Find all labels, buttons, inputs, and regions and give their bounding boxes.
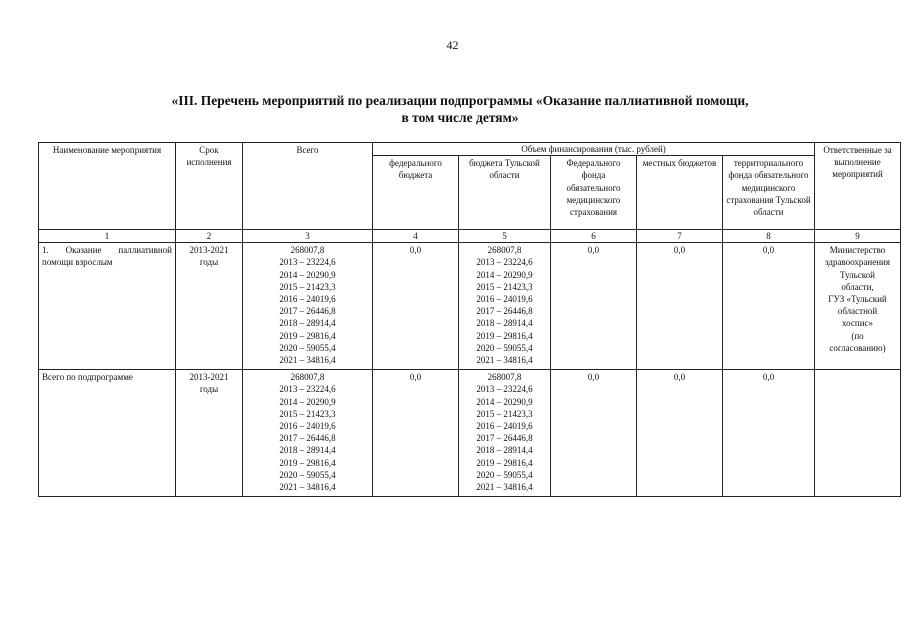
amount-line: 2018 – 28914,4 xyxy=(279,318,336,329)
column-number: 5 xyxy=(459,230,551,243)
column-numbers-row xyxy=(39,230,901,243)
activity-term xyxy=(176,370,243,497)
amount-line: 2020 – 59055,4 xyxy=(279,342,336,353)
responsible-line: согласованию) xyxy=(829,342,886,353)
header-row-1 xyxy=(39,143,901,156)
header-territorial-fund: территориального фонда обязательного медицинского страхования Тульской области xyxy=(723,156,815,230)
term-years: 2013-2021 xyxy=(189,372,229,383)
total-amounts xyxy=(243,243,373,370)
amount-line: 2013 – 23224,6 xyxy=(279,384,336,395)
amount-line: 2020 – 59055,4 xyxy=(476,469,533,480)
regional-budget-amounts xyxy=(459,370,551,497)
column-number: 3 xyxy=(243,230,373,243)
amount-line: 2013 – 23224,6 xyxy=(279,257,336,268)
amount-line: 2017 – 26446,8 xyxy=(476,306,533,317)
title-line-2: в том числе детям» xyxy=(401,110,519,125)
column-number: 7 xyxy=(637,230,723,243)
amount-line: 2018 – 28914,4 xyxy=(279,445,336,456)
column-number: 9 xyxy=(815,230,901,243)
responsible-line: Тульской xyxy=(840,269,875,280)
amount-line: 2019 – 29816,4 xyxy=(476,457,533,468)
activity-name: 1. Оказание паллиативной помощи взрослым xyxy=(39,243,176,370)
amount-line: 2018 – 28914,4 xyxy=(476,445,533,456)
amount-line: 2016 – 24019,6 xyxy=(279,294,336,305)
activities-table xyxy=(38,142,901,497)
column-number: 4 xyxy=(373,230,459,243)
amount-line: 2019 – 29816,4 xyxy=(476,330,533,341)
amount-line: 2015 – 21423,3 xyxy=(279,408,336,419)
amount-line: 2021 – 34816,4 xyxy=(476,355,533,366)
federal-fund-value: 0,0 xyxy=(551,370,637,497)
local-budget-value: 0,0 xyxy=(637,370,723,497)
column-number: 2 xyxy=(176,230,243,243)
header-name: Наименование мероприятия xyxy=(39,143,176,230)
responsible-line: хоспис» xyxy=(842,318,874,329)
table-row xyxy=(39,243,901,370)
amount-line: 2016 – 24019,6 xyxy=(476,421,533,432)
term-unit: годы xyxy=(199,257,219,268)
header-regional: бюджета Тульской области xyxy=(459,156,551,230)
amount-line: 268007,8 xyxy=(487,245,522,256)
amount-line: 2021 – 34816,4 xyxy=(279,355,336,366)
amount-line: 2013 – 23224,6 xyxy=(476,384,533,395)
amount-line: 2015 – 21423,3 xyxy=(279,281,336,292)
amount-line: 2014 – 20290,9 xyxy=(279,396,336,407)
header-federal: федерального бюджета xyxy=(373,156,459,230)
column-number: 8 xyxy=(723,230,815,243)
federal-budget-value: 0,0 xyxy=(373,243,459,370)
term-years: 2013-2021 xyxy=(189,245,229,256)
amount-line: 2015 – 21423,3 xyxy=(476,408,533,419)
amount-line: 2021 – 34816,4 xyxy=(279,482,336,493)
header-responsible: Ответственные за выполнение мероприятий xyxy=(815,143,901,230)
territorial-fund-value: 0,0 xyxy=(723,243,815,370)
amount-line: 2017 – 26446,8 xyxy=(476,433,533,444)
territorial-fund-value: 0,0 xyxy=(723,370,815,497)
term-unit: годы xyxy=(199,384,219,395)
amount-line: 2013 – 23224,6 xyxy=(476,257,533,268)
page-title xyxy=(60,92,860,126)
activity-name: Всего по подпрограмме xyxy=(39,370,176,497)
table-row xyxy=(39,370,901,497)
federal-budget-value: 0,0 xyxy=(373,370,459,497)
federal-fund-value: 0,0 xyxy=(551,243,637,370)
amount-line: 2018 – 28914,4 xyxy=(476,318,533,329)
column-number: 1 xyxy=(39,230,176,243)
responsible-parties xyxy=(815,370,901,497)
amount-line: 2014 – 20290,9 xyxy=(476,269,533,280)
amount-line: 2016 – 24019,6 xyxy=(476,294,533,305)
page-number: 42 xyxy=(446,38,459,52)
amount-line: 268007,8 xyxy=(290,245,325,256)
column-number: 6 xyxy=(551,230,637,243)
regional-budget-amounts xyxy=(459,243,551,370)
amount-line: 2015 – 21423,3 xyxy=(476,281,533,292)
header-total: Всего xyxy=(243,143,373,230)
responsible-parties xyxy=(815,243,901,370)
responsible-line: областной xyxy=(837,306,878,317)
amount-line: 2020 – 59055,4 xyxy=(476,342,533,353)
amount-line: 2019 – 29816,4 xyxy=(279,457,336,468)
responsible-line: области, xyxy=(841,281,874,292)
amount-line: 268007,8 xyxy=(487,372,522,383)
header-funding-group: Объем финансирования (тыс. рублей) xyxy=(373,143,815,156)
amount-line: 2021 – 34816,4 xyxy=(476,482,533,493)
responsible-line: (по xyxy=(851,330,864,341)
amount-line: 2020 – 59055,4 xyxy=(279,469,336,480)
responsible-line: ГУЗ «Тульский xyxy=(828,294,887,305)
amount-line: 2014 – 20290,9 xyxy=(279,269,336,280)
title-line-1: «III. Перечень мероприятий по реализации подпрограммы «Оказание паллиативной помощи, xyxy=(171,93,749,108)
responsible-line: здравоохранения xyxy=(825,257,891,268)
amount-line: 2019 – 29816,4 xyxy=(279,330,336,341)
amount-line: 2017 – 26446,8 xyxy=(279,433,336,444)
responsible-line: Министерство xyxy=(829,245,886,256)
amount-line: 2017 – 26446,8 xyxy=(279,306,336,317)
amount-line: 2016 – 24019,6 xyxy=(279,421,336,432)
header-federal-fund: Федерального фонда обязательного медицинского страхования xyxy=(551,156,637,230)
header-local: местных бюджетов xyxy=(637,156,723,230)
amount-line: 268007,8 xyxy=(290,372,325,383)
total-amounts xyxy=(243,370,373,497)
amount-line: 2014 – 20290,9 xyxy=(476,396,533,407)
header-term: Срок исполнения xyxy=(176,143,243,230)
local-budget-value: 0,0 xyxy=(637,243,723,370)
activity-term xyxy=(176,243,243,370)
